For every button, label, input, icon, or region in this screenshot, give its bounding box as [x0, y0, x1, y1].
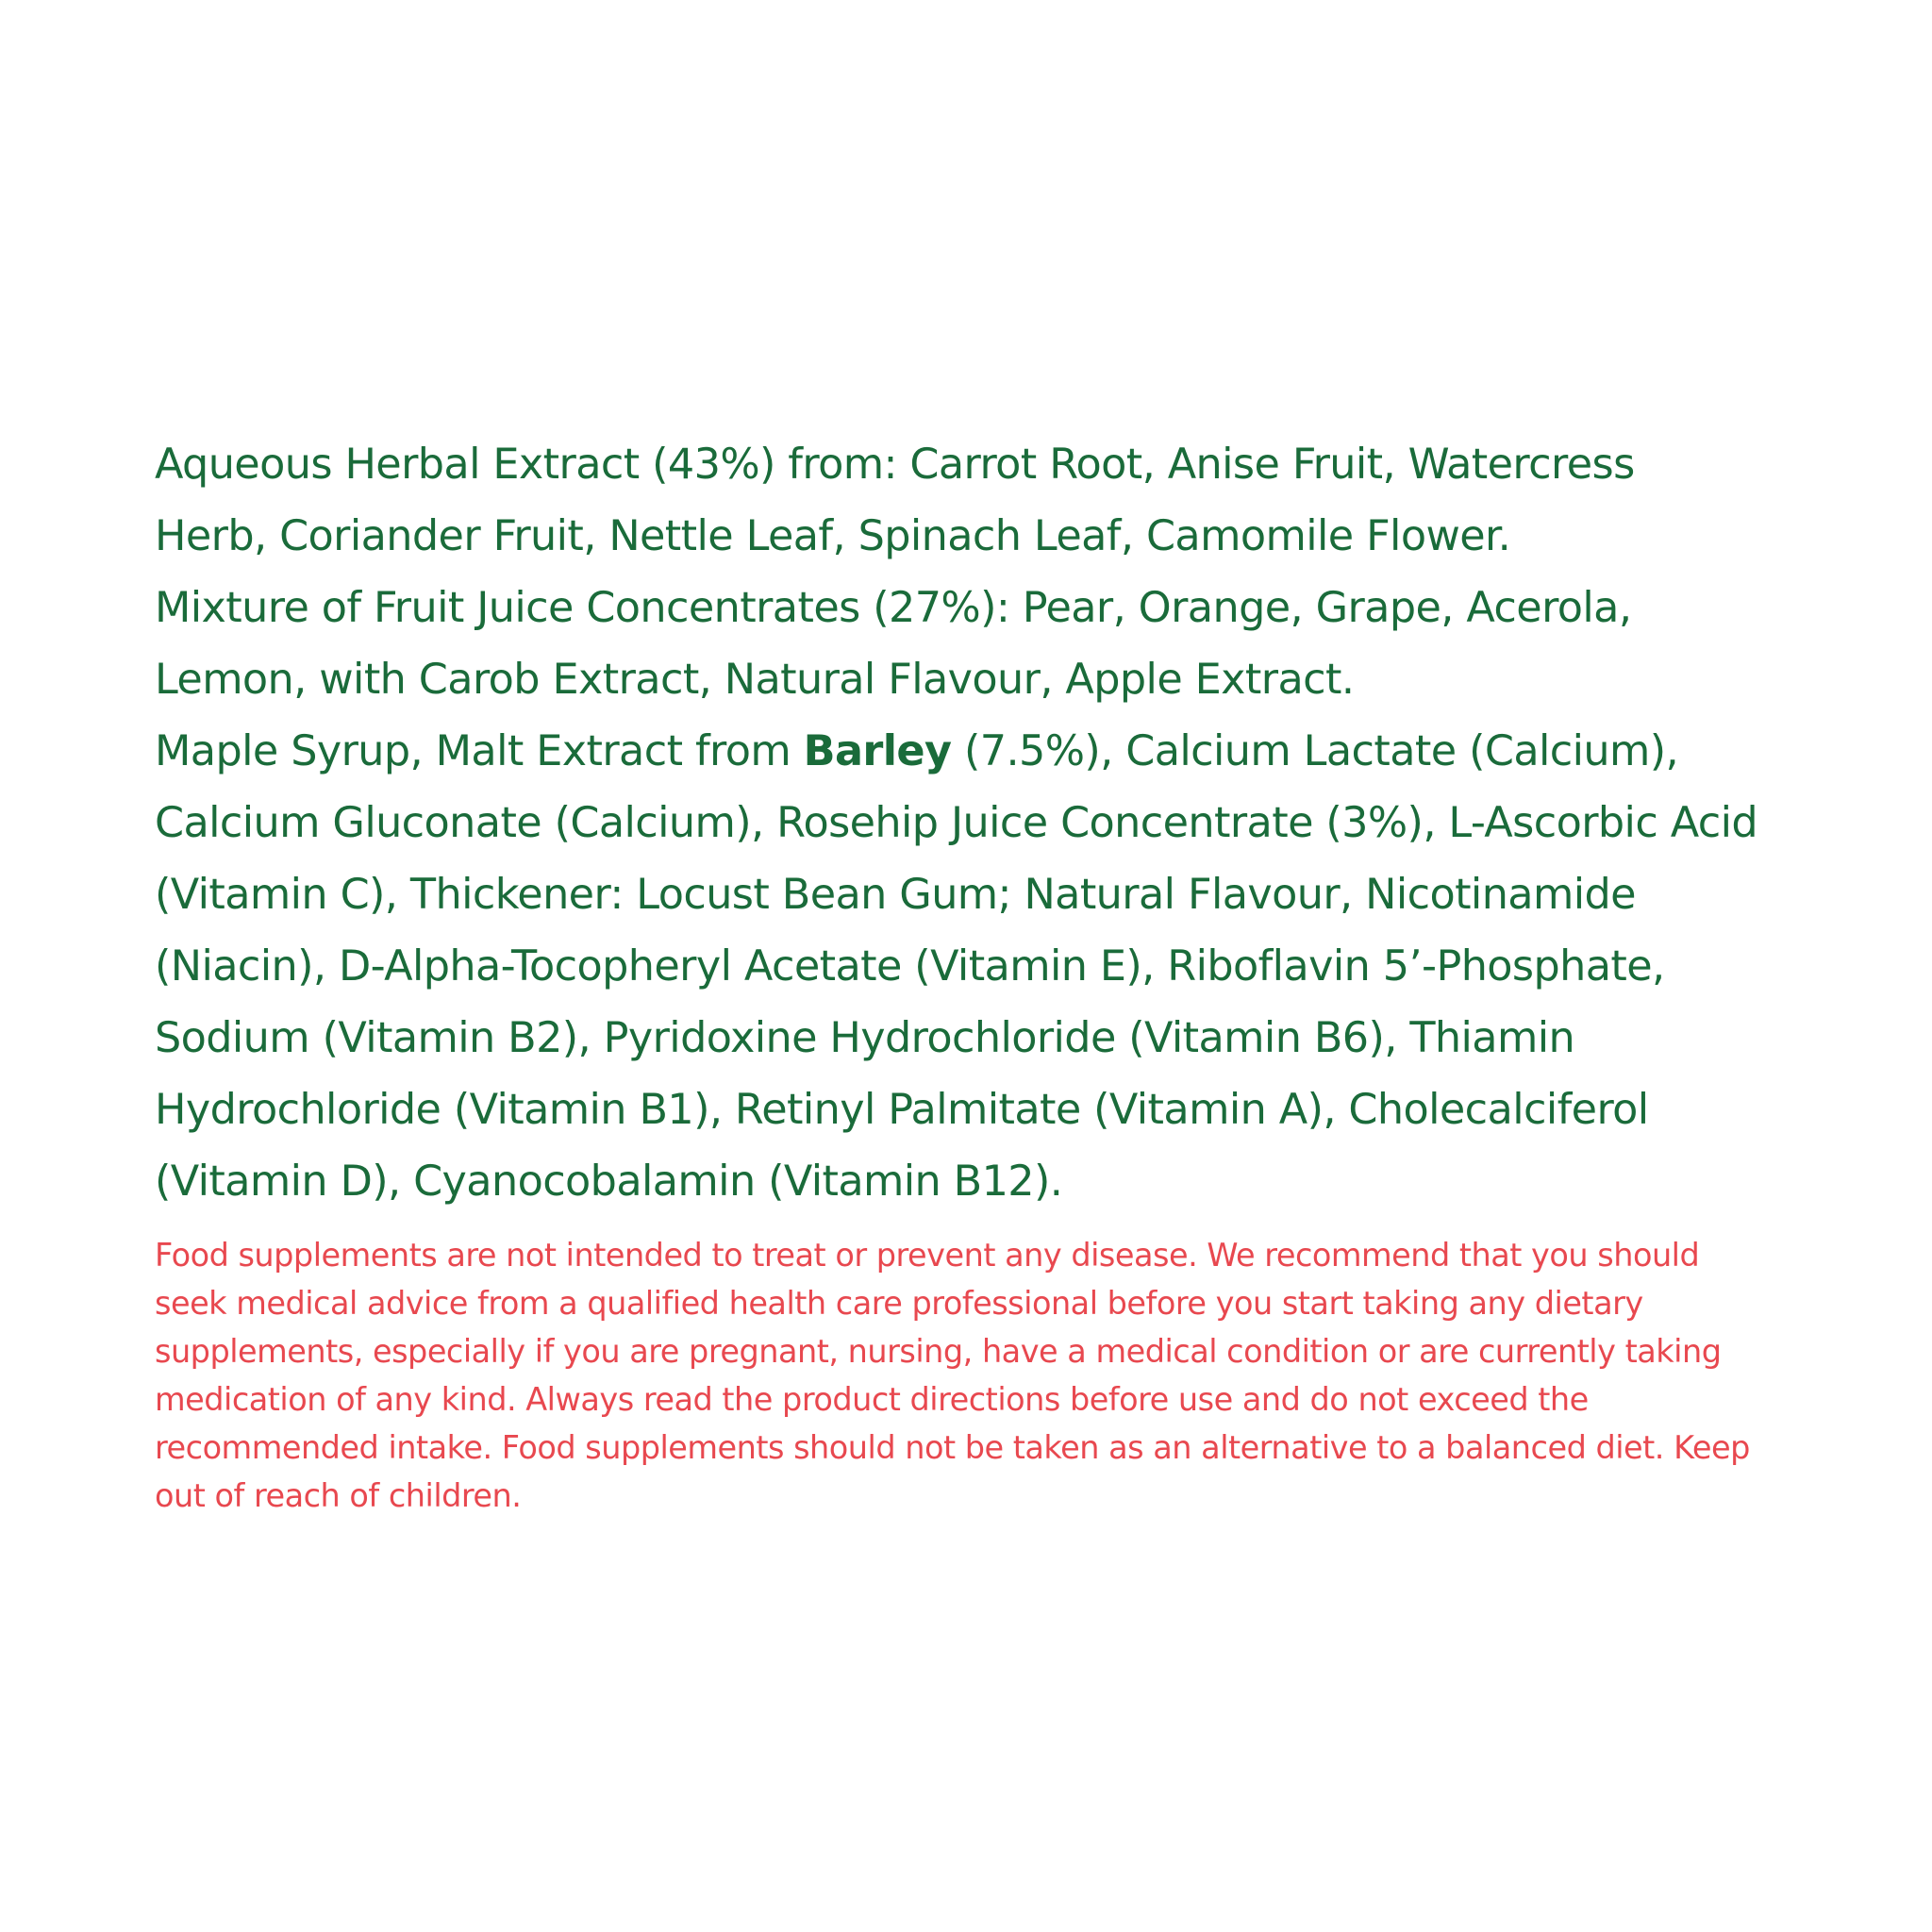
- herbal-extract-paragraph: Aqueous Herbal Extract (43%) from: Carrot Root, Anise Fruit, Watercress Herb, Coriander Fruit, Nettle Leaf, Spinach Leaf, Camomile Flower.: [155, 441, 1635, 560]
- allergen-barley: Barley: [803, 727, 952, 775]
- other-ingredients-text-rest: (7.5%), Calcium Lactate (Calcium), Calcium Gluconate (Calcium), Rosehip Juice Concentrate (3%), L-Ascorbic Acid (Vitamin C), Thickener: Locust Bean Gum; Natural Flavour, Nicotinamide (Niacin), D-Alpha-Tocopheryl Acetate (Vitamin E), Riboflavin 5’-Phosphate, Sodium (Vitamin B2), Pyridoxine Hydrochloride (Vitamin B6), Thiamin Hydrochloride (Vitamin B1), Retinyl Palmitate (Vitamin A), Cholecalciferol (Vitamin D), Cyanocobalamin (Vitamin B12).: [155, 727, 1758, 1206]
- supplement-warning: Food supplements are not intended to treat or prevent any disease. We recommend that you should seek medical advice from a qualified health care professional before you start taking any dietary supplements, especially if you are pregnant, nursing, have a medical condition or are currently taking medication of any kind. Always read the product directions before use and do not exceed the recommended intake. Food supplements should not be taken as an alternative to a balanced diet. Keep out of reach of children.: [155, 1237, 1750, 1514]
- other-ingredients-text-start: Maple Syrup, Malt Extract from: [155, 727, 804, 775]
- fruit-juice-paragraph: Mixture of Fruit Juice Concentrates (27%): Pear, Orange, Grape, Acerola, Lemon, with Carob Extract, Natural Flavour, Apple Extract.: [155, 584, 1632, 704]
- ingredients-list: [155, 429, 1758, 1218]
- other-ingredients-paragraph: [155, 716, 1758, 1218]
- ingredients-label: [155, 429, 1758, 1520]
